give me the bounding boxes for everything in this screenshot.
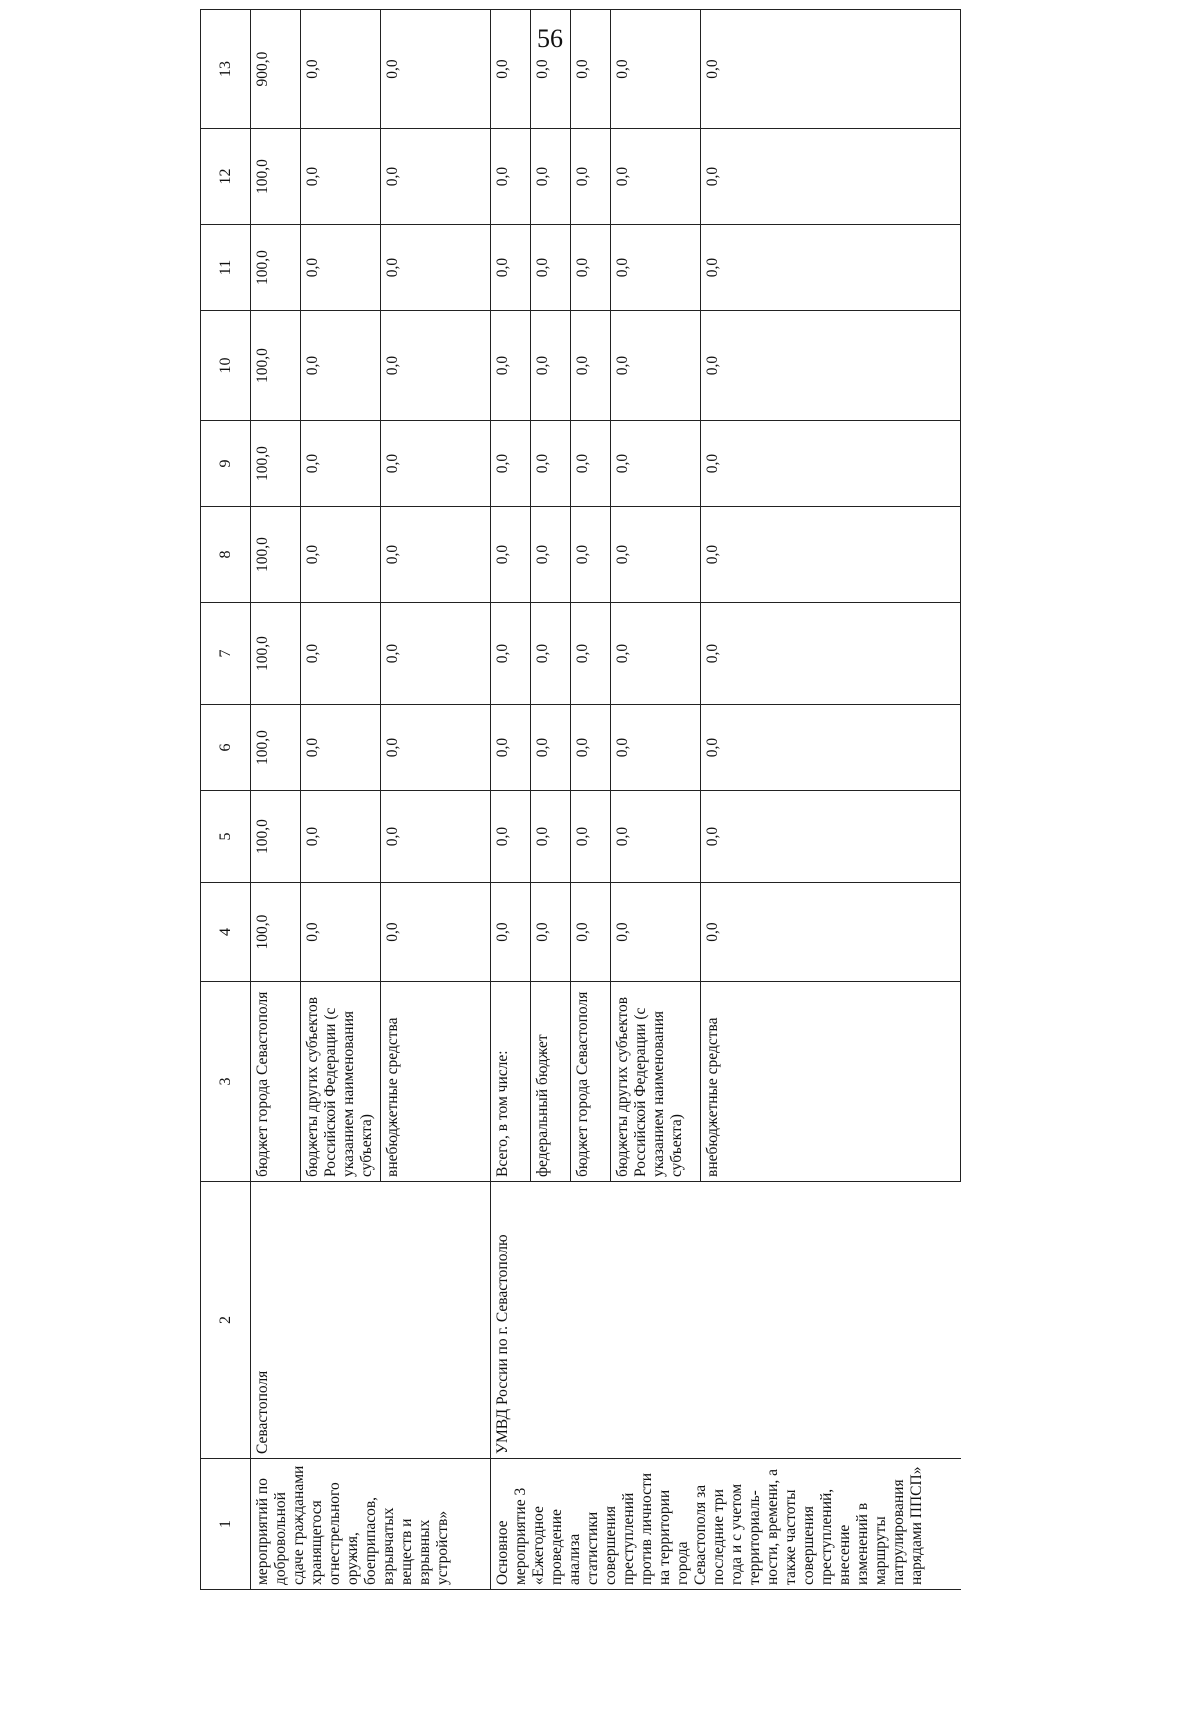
value-cell: 0,0 [381,10,491,129]
value-cell: 0,0 [381,225,491,311]
value-cell: 0,0 [491,705,531,791]
value-cell: 0,0 [491,507,531,603]
column-header: 12 [201,129,251,225]
value-cell: 0,0 [571,311,611,421]
value-cell: 0,0 [381,129,491,225]
column-header: 4 [201,883,251,982]
value-cell: 0,0 [701,603,961,705]
column-header: 6 [201,705,251,791]
value-cell: 0,0 [701,507,961,603]
value-cell: 0,0 [381,791,491,883]
column-header: 9 [201,421,251,507]
table-row [251,10,301,1590]
value-cell: 0,0 [701,883,961,982]
value-cell: 0,0 [301,883,381,982]
value-cell: 0,0 [301,603,381,705]
value-cell: 100,0 [251,791,301,883]
column-header: 7 [201,603,251,705]
column-header: 5 [201,791,251,883]
value-cell: 0,0 [491,129,531,225]
column-header: 8 [201,507,251,603]
value-cell: 0,0 [531,705,571,791]
value-cell: 100,0 [251,603,301,705]
value-cell: 0,0 [381,705,491,791]
value-cell: 0,0 [531,507,571,603]
value-cell: 0,0 [571,603,611,705]
column-header: 10 [201,311,251,421]
value-cell: 0,0 [571,883,611,982]
column-header: 2 [201,1182,251,1459]
value-cell: 0,0 [301,705,381,791]
funding-source-cell: бюджеты других субъектов Российской Федерации (с указанием наименования субъекта) [611,982,701,1182]
value-cell: 0,0 [531,883,571,982]
value-cell: 0,0 [611,10,701,129]
value-cell: 0,0 [301,10,381,129]
funding-source-cell: федеральный бюджет [531,982,571,1182]
value-cell: 0,0 [611,791,701,883]
value-cell: 900,0 [251,10,301,129]
value-cell: 0,0 [701,421,961,507]
value-cell: 0,0 [531,311,571,421]
value-cell: 0,0 [571,129,611,225]
value-cell: 0,0 [491,225,531,311]
value-cell: 100,0 [251,507,301,603]
value-cell: 0,0 [611,225,701,311]
column-header: 1 [201,1459,251,1590]
value-cell: 0,0 [611,129,701,225]
value-cell: 0,0 [701,129,961,225]
value-cell: 0,0 [301,421,381,507]
funding-table [200,9,961,1590]
value-cell: 0,0 [611,421,701,507]
value-cell: 100,0 [251,225,301,311]
value-cell: 0,0 [571,421,611,507]
value-cell: 0,0 [301,225,381,311]
value-cell: 0,0 [531,129,571,225]
column-header: 3 [201,982,251,1182]
value-cell: 0,0 [611,603,701,705]
column-header: 11 [201,225,251,311]
value-cell: 0,0 [701,705,961,791]
value-cell: 0,0 [381,603,491,705]
column-header: 13 [201,10,251,129]
value-cell: 0,0 [531,603,571,705]
value-cell: 0,0 [491,883,531,982]
executor-cell: УМВД России по г. Севастополю [491,1182,961,1459]
value-cell: 0,0 [381,883,491,982]
value-cell: 0,0 [701,10,961,129]
funding-source-cell: бюджет города Севастополя [251,982,301,1182]
value-cell: 0,0 [491,311,531,421]
funding-source-cell: бюджеты других субъектов Российской Федерации (с указанием наименования субъекта) [301,982,381,1182]
value-cell: 0,0 [531,421,571,507]
value-cell: 0,0 [701,225,961,311]
value-cell: 0,0 [611,705,701,791]
value-cell: 0,0 [491,603,531,705]
funding-source-cell: бюджет города Севастополя [571,982,611,1182]
value-cell: 0,0 [531,10,571,129]
value-cell: 100,0 [251,421,301,507]
value-cell: 100,0 [251,129,301,225]
value-cell: 0,0 [571,791,611,883]
value-cell: 0,0 [611,883,701,982]
value-cell: 0,0 [571,705,611,791]
funding-source-cell: внебюджетные средства [381,982,491,1182]
value-cell: 100,0 [251,311,301,421]
value-cell: 0,0 [611,507,701,603]
value-cell: 0,0 [571,507,611,603]
value-cell: 0,0 [301,311,381,421]
value-cell: 100,0 [251,705,301,791]
page-number: 56 [537,24,563,53]
value-cell: 0,0 [491,10,531,129]
value-cell: 0,0 [571,225,611,311]
value-cell: 0,0 [491,791,531,883]
value-cell: 0,0 [701,311,961,421]
executor-cell: Севастополя [251,1182,491,1459]
table-row [491,10,531,1590]
header-row [201,10,251,1590]
value-cell: 0,0 [381,507,491,603]
value-cell: 100,0 [251,883,301,982]
value-cell: 0,0 [301,791,381,883]
value-cell: 0,0 [301,507,381,603]
activity-name-cell: мероприятий по добровольной сдаче гражданами хранящегося огнестрельного оружия, боеприпасов, взрывчатых веществ и взрывных устройств» [251,1459,491,1590]
funding-source-cell: Всего, в том числе: [491,982,531,1182]
rotated-table-wrapper [200,10,1080,1590]
value-cell: 0,0 [531,791,571,883]
value-cell: 0,0 [491,421,531,507]
value-cell: 0,0 [381,311,491,421]
value-cell: 0,0 [701,791,961,883]
value-cell: 0,0 [531,225,571,311]
value-cell: 0,0 [571,10,611,129]
value-cell: 0,0 [301,129,381,225]
value-cell: 0,0 [611,311,701,421]
funding-source-cell: внебюджетные средства [701,982,961,1182]
value-cell: 0,0 [381,421,491,507]
activity-name-cell: Основное мероприятие 3 «Ежегодное проведение анализа статистики совершения преступлений против личности на территории города Севастополя за последние три года и с учетом территориаль-ности, времени, а также частоты совершения преступлений, внесение изменений в маршруты патрулирования нарядами ППСП» [491,1459,961,1590]
